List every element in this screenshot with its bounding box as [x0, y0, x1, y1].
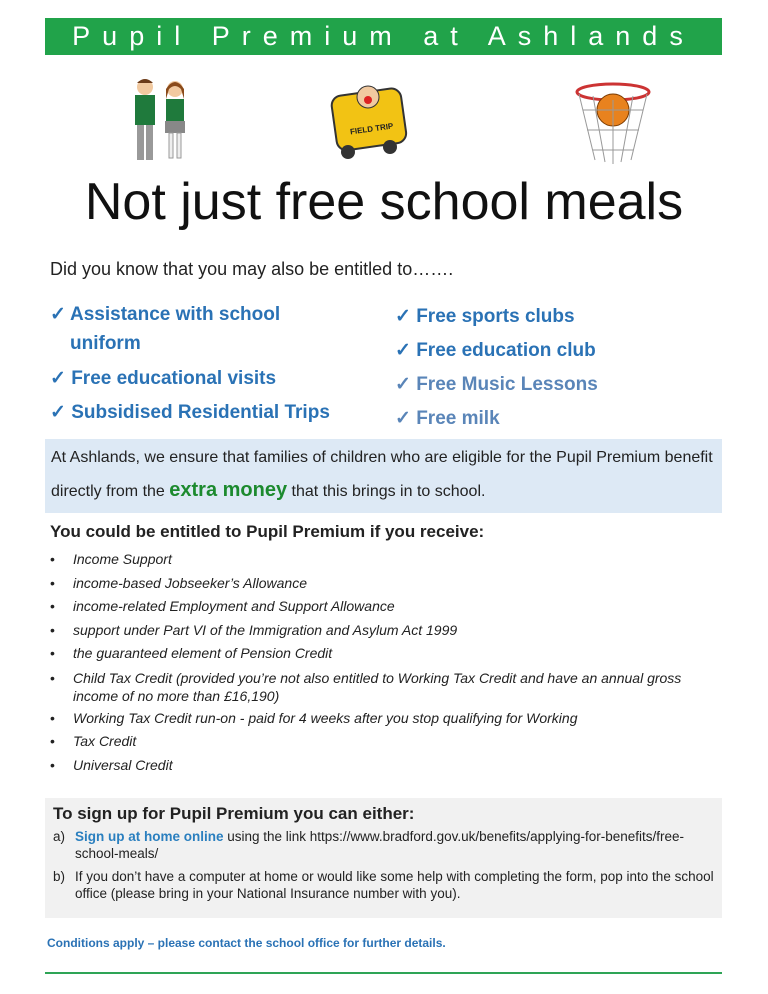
list-item: • Income Support	[50, 548, 710, 572]
pupils-illustration-icon	[125, 75, 195, 165]
info-text-end: that this brings in to school.	[287, 483, 486, 500]
check-icon: ✓	[50, 368, 66, 389]
list-item: • Tax Credit	[50, 730, 710, 754]
list-item: • Working Tax Credit run-on - paid for 4 weeks after you stop qualifying for Working	[50, 707, 710, 731]
bus-sign: FIELD TRIP	[349, 121, 394, 137]
basketball-hoop-icon	[573, 80, 653, 168]
list-item: • the guaranteed element of Pension Credit	[50, 642, 710, 666]
list-item: • income-based Jobseeker’s Allowance	[50, 572, 710, 596]
benefit-item	[395, 334, 695, 368]
option-text: using the link https://www.bradford.gov.uk/benefits/applying-for-benefits/free-school-meals/	[75, 829, 684, 861]
info-text: At Ashlands, we ensure that families of children who are eligible for the Pupil Premium benefit directly from the	[51, 449, 713, 500]
benefit-label: Subsidised Residential Trips	[71, 402, 330, 423]
header-banner: Pupil Premium at Ashlands	[45, 18, 722, 55]
check-icon: ✓	[50, 402, 66, 423]
benefit-label: Free sports clubs	[416, 306, 575, 327]
eligibility-list	[50, 548, 710, 777]
benefit-label: Free milk	[416, 408, 500, 429]
benefits-right-list	[395, 300, 695, 436]
option-text: If you don’t have a computer at home or would like some help with completing the form, pop into the school office (please bring in your National Insurance number with you).	[75, 869, 714, 901]
eligibility-heading: You could be entitled to Pupil Premium if you receive:	[50, 522, 485, 541]
headline: Not just free school meals	[84, 173, 684, 231]
list-item: • income-related Employment and Support Allowance	[50, 595, 710, 619]
list-item: • support under Part VI of the Immigration and Asylum Act 1999	[50, 619, 710, 643]
benefit-label: Free Music Lessons	[416, 374, 598, 395]
benefit-label: Free educational visits	[71, 368, 277, 389]
benefit-item	[395, 300, 695, 334]
list-item: • Child Tax Credit (provided you’re not also entitled to Working Tax Credit and have an annual gross income of no more than £16,190)	[50, 669, 710, 705]
info-box	[45, 439, 722, 513]
footer-divider	[45, 972, 722, 974]
benefits-left-list	[50, 300, 350, 428]
option-label: a)	[53, 829, 66, 844]
signup-box	[45, 798, 722, 918]
field-trip-bus-icon	[328, 72, 413, 164]
benefit-item	[395, 368, 695, 402]
check-icon: ✓	[395, 408, 411, 429]
check-icon: ✓	[395, 374, 411, 395]
check-icon: ✓	[395, 340, 411, 361]
benefit-item	[50, 398, 350, 428]
benefit-label: Assistance with school uniform	[70, 304, 281, 354]
benefit-item	[50, 364, 350, 394]
signup-option-b	[53, 868, 714, 902]
signup-option-a	[53, 828, 714, 862]
check-icon: ✓	[50, 304, 66, 325]
check-icon: ✓	[395, 306, 411, 327]
signup-online-link[interactable]: Sign up at home online	[75, 829, 224, 844]
benefit-item	[50, 300, 350, 358]
info-highlight: extra money	[169, 479, 288, 501]
benefit-label: Free education club	[416, 340, 596, 361]
option-label: b)	[53, 869, 66, 884]
signup-heading: To sign up for Pupil Premium you can either:	[53, 804, 415, 823]
conditions-note: Conditions apply – please contact the school office for further details.	[47, 936, 446, 950]
list-item: • Universal Credit	[50, 754, 710, 778]
benefit-item	[395, 402, 695, 436]
intro-text: Did you know that you may also be entitled to…….	[50, 259, 454, 279]
